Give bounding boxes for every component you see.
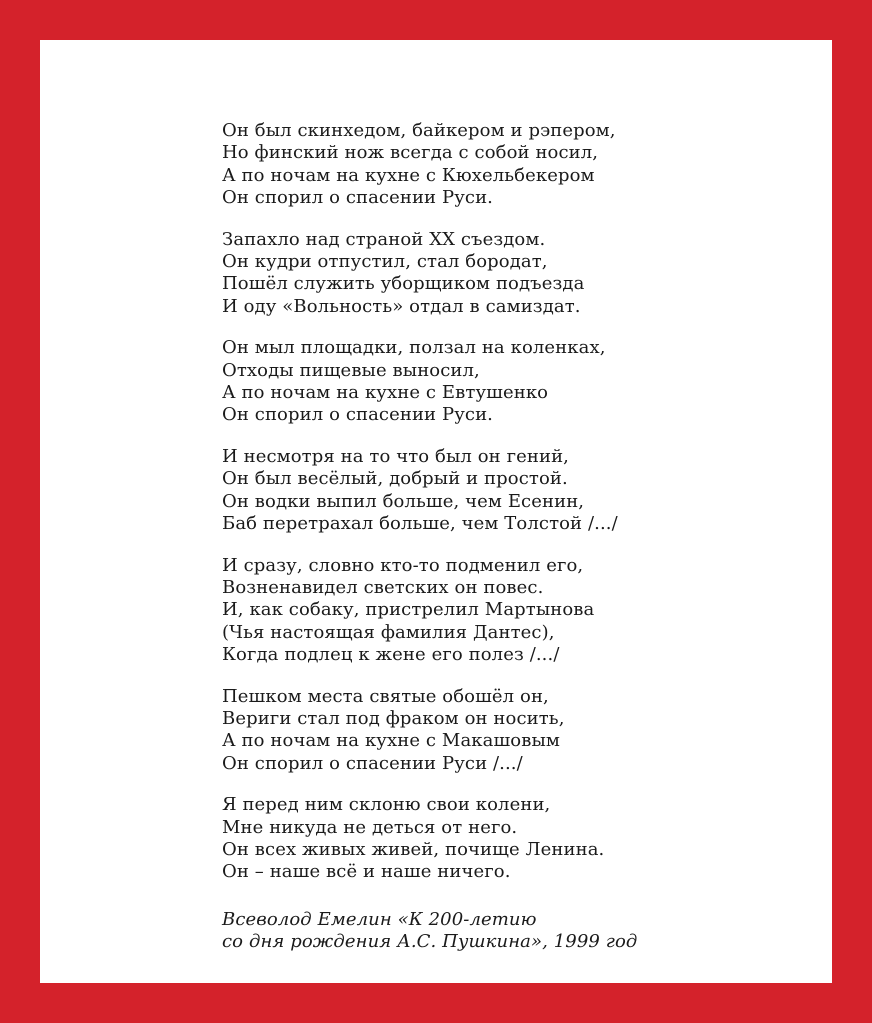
poem-line: Пешком места святые обошёл он, [222, 685, 549, 707]
poem-line: Он был весёлый, добрый и простой. [222, 468, 568, 490]
attribution-line: Всеволод Емелин «К 200-летию [222, 908, 537, 930]
stanza-1 [222, 120, 782, 210]
poem-line: Пошёл служить уборщиком подъезда [222, 273, 585, 295]
poem-line: Возненавидел светских он повес. [222, 576, 544, 598]
poem-line: И сразу, словно кто-то подменил его, [222, 554, 584, 576]
poem-line: Он кудри отпустил, стал бородат, [222, 251, 548, 273]
poem [222, 120, 782, 954]
stanza-3 [222, 337, 782, 427]
poem-line: Вериги стал под фраком он носить, [222, 707, 565, 729]
poem-line: И несмотря на то что был он гений, [222, 445, 569, 467]
poem-line: Он спорил о спасении Руси. [222, 187, 493, 209]
poem-line: Когда подлец к жене его полез /.../ [222, 644, 560, 666]
stanza-2 [222, 229, 782, 319]
poem-line: Он всех живых живей, почище Ленина. [222, 838, 605, 860]
poem-line: Баб перетрахал больше, чем Толстой /.../ [222, 513, 618, 535]
poem-line: Мне никуда не деться от него. [222, 816, 518, 838]
poem-line: Он – наше всё и наше ничего. [222, 861, 511, 883]
poem-line: А по ночам на кухне с Макашовым [222, 730, 560, 752]
poem-line: Он водки выпил больше, чем Есенин, [222, 490, 585, 512]
poem-line: Запахло над страной XX съездом. [222, 228, 546, 250]
poem-line: Я перед ним склоню свои колени, [222, 794, 551, 816]
poem-line: Отходы пищевые выносил, [222, 359, 480, 381]
attribution-line: со дня рождения А.С. Пушкина», 1999 год [222, 931, 638, 953]
poem-line: А по ночам на кухне с Кюхельбекером [222, 164, 595, 186]
poem-line: А по ночам на кухне с Евтушенко [222, 382, 549, 404]
poem-line: Он спорил о спасении Руси. [222, 404, 493, 426]
stanza-7 [222, 794, 782, 884]
poem-line: Он спорил о спасении Руси /.../ [222, 752, 523, 774]
poem-line: И, как собаку, пристрелил Мартынова [222, 599, 595, 621]
stanza-5 [222, 555, 782, 667]
stanza-6 [222, 686, 782, 776]
poem-line: Но финский нож всегда с собой носил, [222, 142, 599, 164]
poem-line: Он мыл площадки, ползал на коленках, [222, 337, 606, 359]
stanza-4 [222, 446, 782, 536]
poem-line: И оду «Вольность» отдал в самиздат. [222, 295, 581, 317]
attribution [222, 909, 782, 954]
poem-line: Он был скинхедом, байкером и рэпером, [222, 120, 616, 141]
poem-line: (Чья настоящая фамилия Дантес), [222, 621, 555, 643]
